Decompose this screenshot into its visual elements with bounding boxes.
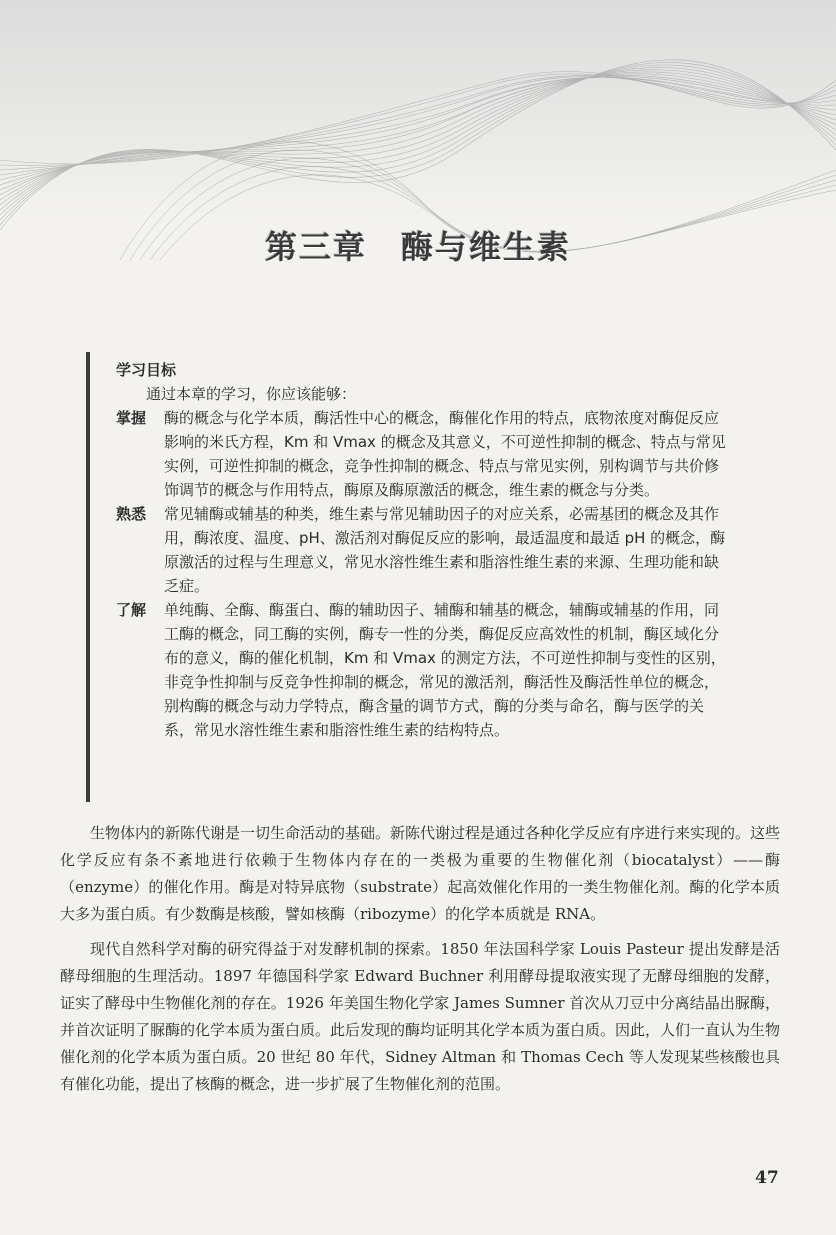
chapter-number: 第三章 (264, 228, 367, 266)
objective-item-understand (116, 598, 728, 742)
objectives-heading: 学习目标 (116, 361, 177, 379)
objective-label: 了解 (116, 601, 147, 619)
body-paragraph: 生物体内的新陈代谢是一切生命活动的基础。新陈代谢过程是通过各种化学反应有序进行来实现的。这些化学反应有条不紊地进行依赖于生物体内存在的一类极为重要的生物催化剂（biocatalyst）——酶（enzyme）的催化作用。酶是对特异底物（substrate）起高效催化作用的一类生物催化剂。酶的化学本质大多为蛋白质。有少数酶是核酸，譬如核酶（ribozyme）的化学本质就是 RNA。 (60, 824, 781, 923)
objective-text: 单纯酶、全酶、酶蛋白、酶的辅助因子、辅酶和辅基的概念，辅酶或辅基的作用，同工酶的概念，同工酶的实例，酶专一性的分类，酶促反应高效性的机制，酶区域化分布的意义，酶的催化机制，Km 和 Vmax 的测定方法，不可逆性抑制与变性的区别，非竞争性抑制与反竞争性抑制的概念，常见的激活剂，酶活性及酶活性单位的概念，别构酶的概念与动力学特点，酶含量的调节方式，酶的分类与命名，酶与医学的关系，常见水溶性维生素和脂溶性维生素的结构特点。 (164, 601, 726, 739)
page-number: 47 (755, 1168, 779, 1188)
objective-item-master (116, 406, 728, 502)
body-text (60, 820, 780, 1106)
decorative-ribbon-graphic (0, 0, 836, 260)
body-paragraph: 现代自然科学对酶的研究得益于对发酵机制的探索。1850 年法国科学家 Louis Pasteur 提出发酵是活酵母细胞的生理活动。1897 年德国科学家 Edward Buchner 利用酵母提取液实现了无酵母细胞的发酵，证实了酵母中生物催化剂的存在。1926 年美国生物化学家 James Sumner 首次从刀豆中分离结晶出脲酶，并首次证明了脲酶的化学本质为蛋白质。此后发现的酶均证明其化学本质为蛋白质。因此，人们一直认为生物催化剂的化学本质为蛋白质。20 世纪 80 年代，Sidney Altman 和 Thomas Cech 等人发现某些核酸也具有催化功能，提出了核酶的概念，进一步扩展了生物催化剂的范围。 (60, 940, 781, 1093)
learning-objectives-box (86, 352, 728, 802)
objective-label: 熟悉 (116, 505, 147, 523)
objectives-intro: 通过本章的学习，你应该能够： (146, 385, 357, 403)
objective-item-familiar (116, 502, 728, 598)
objective-text: 酶的概念与化学本质，酶活性中心的概念，酶催化作用的特点，底物浓度对酶促反应影响的米氏方程，Km 和 Vmax 的概念及其意义，不可逆性抑制的概念、特点与常见实例，可逆性抑制的概念，竞争性抑制的概念、特点与常见实例，别构调节与共价修饰调节的概念与作用特点，酶原及酶原激活的概念，维生素的概念与分类。 (164, 409, 726, 499)
objective-text: 常见辅酶或辅基的种类，维生素与常见辅助因子的对应关系，必需基团的概念及其作用，酶浓度、温度、pH、激活剂对酶促反应的影响，最适温度和最适 pH 的概念，酶原激活的过程与生理意义，常见水溶性维生素和脂溶性维生素的来源、生理功能和缺乏症。 (164, 505, 726, 595)
objective-label: 掌握 (116, 409, 147, 427)
chapter-title (0, 222, 836, 268)
chapter-name: 酶与维生素 (401, 228, 572, 266)
